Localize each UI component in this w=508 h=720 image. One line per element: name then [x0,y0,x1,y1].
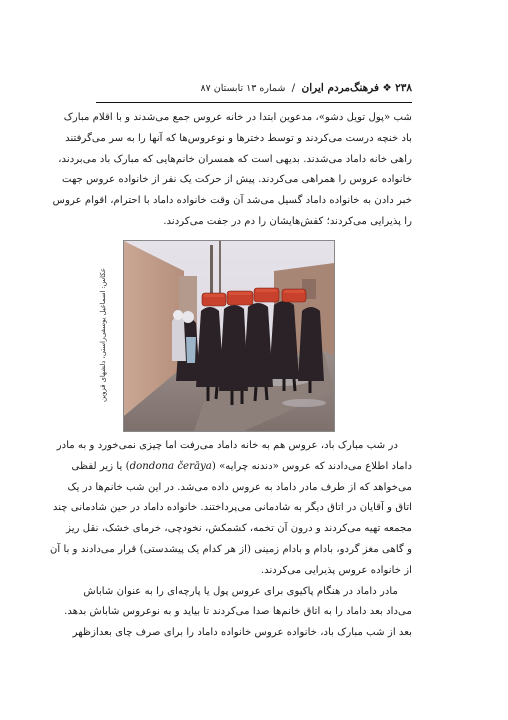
text-line: می‌خواهد که از طرف مادر داماد به عروس داده می‌شد. در این شب خانم‌ها در یک [67,481,412,493]
text-line: مجمعه تهیه می‌کردند و درون آن تخمه، کشمکش، نخودچی، خرمای خشک، نقل ریز [66,523,412,535]
text-line-with-term [71,457,412,478]
text-line: مادر داماد در هنگام پاکیوی برای عروس پول یا پارچه‌ای را به عنوان شاباش [83,585,398,597]
text-line: و گاهی مغز گردو، بادام و بادام زمینی (از هر کدام یک پیشدستی) قرار می‌دادند و با آن [49,543,412,555]
wedding-procession-photo [123,240,335,432]
text-line: راهی خانه داماد می‌شدند. بدیهی است که همسران خانم‌هایی که مبارک باد می‌بردند، [58,153,412,165]
text-line: باد خنچه درست می‌کردند و توسط دخترها و نوعروس‌ها که آنها را به سر می‌گرفتند [65,132,412,144]
text-line: خانواده عروس را همراهی می‌کردند. پیش از حرکت یک نفر از خانواده عروس جهت [61,174,412,186]
text-line: خبر دادن به خانواده داماد گسیل می‌شد آن وقت خانواده داماد با احترام، اقوام عروس [52,195,412,207]
photo-credit: عکاس: اسماعیل یوسفی‌راستی، دلشهای قزوین [99,268,107,402]
transliteration: dondona čerāya [129,460,212,472]
text-line: را پذیرایی می‌کردند؛ کفش‌هایشان را دم در جفت می‌کردند. [163,215,412,227]
text-segment: ) یا زیر لفظی [71,460,130,472]
text-line: شب «پول تویل دشو»، مدعوین ابتدا در خانه عروس جمع می‌شدند و با اقلام مبارک [63,112,412,123]
page-number: ۲۳۸ [395,82,412,94]
text-line: بعد از شب مبارک باد، خانواده عروس خانواده داماد را برای صرف چای بعدازظهر [72,627,412,639]
running-header [96,77,412,99]
issue-info: شماره ۱۳ تابستان ۸۷ [200,83,286,94]
ornament-icon: ❖ [382,82,392,94]
text-line: از خانواده عروس پذیرایی می‌کردند. [260,564,412,576]
paragraph-2 [49,436,412,644]
journal-title: فرهنگ‌مردم ایران [301,82,379,94]
paragraph-1 [52,108,412,233]
text-segment: داماد اطلاع می‌دادند که عروس «دندنه چرایه» ( [211,460,412,472]
text-line: در شب مبارک باد، عروس هم به خانه داماد می‌رفت اما چیزی نمی‌خورد و به مادر [56,440,398,451]
text-line: اتاق و آقایان در اتاق دیگر به شادمانی می‌پرداختند. خانواده داماد در حین شادمانی چند [52,502,412,514]
header-separator: / [291,82,296,94]
text-line: می‌داد بعد داماد را به اتاق خانم‌ها صدا می‌کردند تا بیاید و به نوعروس شاباش بدهد. [64,606,412,618]
header-rule [96,102,412,103]
